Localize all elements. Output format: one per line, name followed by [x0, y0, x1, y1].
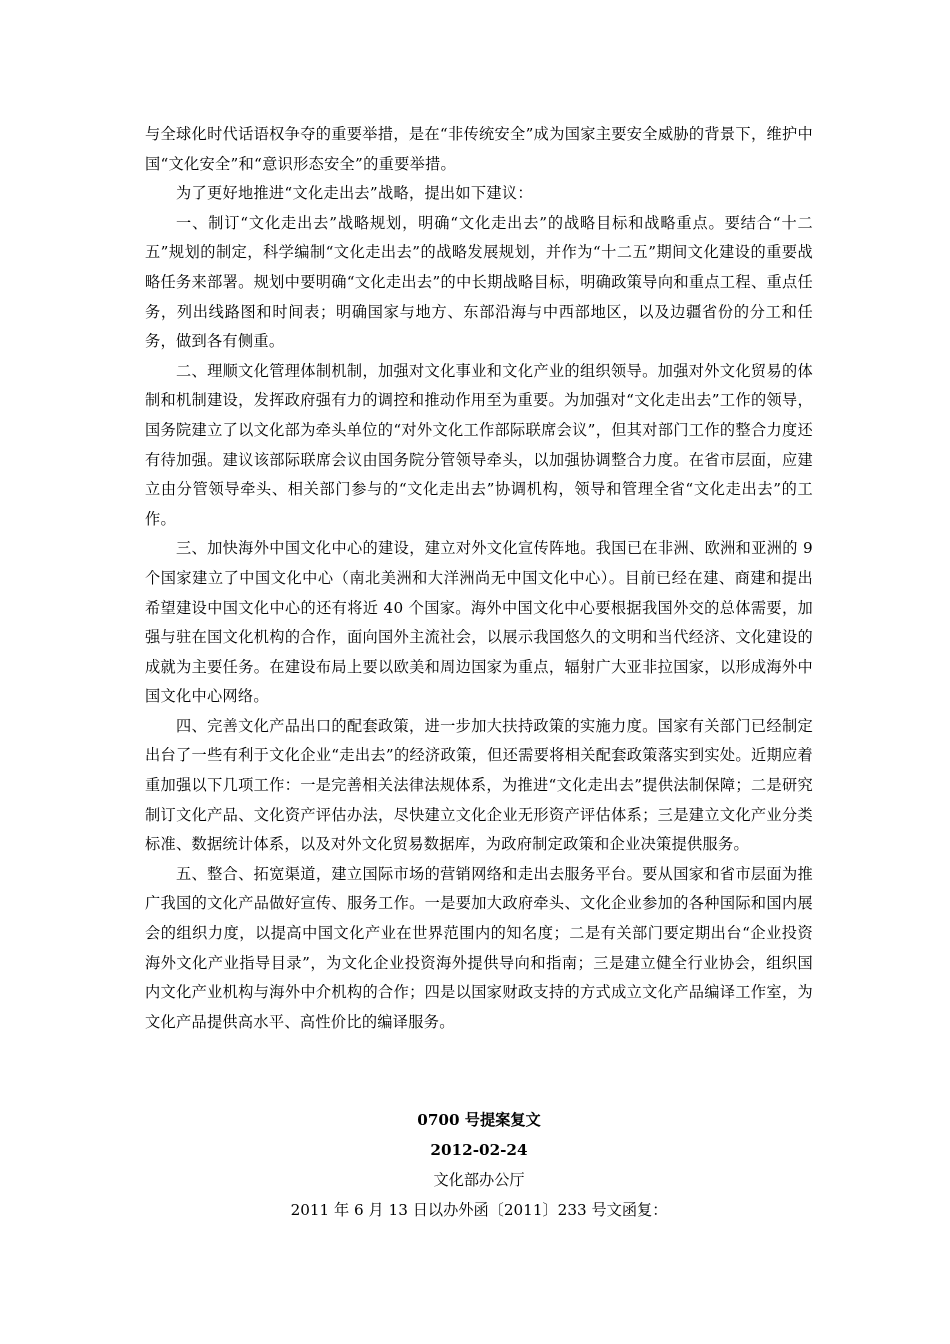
- reply-office: 文化部办公厅: [433, 1171, 525, 1189]
- paragraph-suggestion-3: 三、加快海外中国文化中心的建设，建立对外文化宣传阵地。我国已在非洲、欧洲和亚洲的 9 个国家建立了中国文化中心（南北美洲和大洋洲尚无中国文化中心）。目前已经在建、商建和提出希望建设中国文化中心的还有将近 40 个国家。海外中国文化中心要根据我国外交的总体需要，加强与驻在国文化机构的合作，面向国外主流社会，以展示我国悠久的文明和当代经济、文化建设的成就为主要任务。在建设布局上要以欧美和周边国家为重点，辐射广大亚非拉国家，以形成海外中国文化中心网络。: [145, 539, 813, 706]
- reply-date: 2012-02-24: [430, 1141, 528, 1159]
- paragraph-suggestion-2: 二、理顺文化管理体制机制，加强对文化事业和文化产业的组织领导。加强对外文化贸易的体制和机制建设，发挥政府强有力的调控和推动作用至为重要。为加强对“文化走出去”工作的领导，国务院建立了以文化部为牵头单位的“对外文化工作部际联席会议”，但其对部门工作的整合力度还有待加强。建议该部际联席会议由国务院分管领导牵头，以加强协调整合力度。在省市层面，应建立由分管领导牵头、相关部门参与的“文化走出去”协调机构，领导和管理全省“文化走出去”的工作。: [145, 361, 813, 528]
- paragraph-suggestion-1: 一、制订“文化走出去”战略规划，明确“文化走出去”的战略目标和战略重点。要结合“十二五”规划的制定，科学编制“文化走出去”的战略发展规划，并作为“十二五”期间文化建设的重要战略任务来部署。规划中要明确“文化走出去”的中长期战略目标，明确政策导向和重点工程、重点任务，列出线路图和时间表；明确国家与地方、东部沿海与中西部地区，以及边疆省份的分工和任务，做到各有侧重。: [145, 213, 813, 351]
- document-body: [145, 120, 813, 1037]
- paragraph-intro: 与全球化时代话语权争夺的重要举措，是在“非传统安全”成为国家主要安全威胁的背景下，维护中国“文化安全”和“意识形态安全”的重要举措。: [145, 125, 813, 173]
- paragraph-proposal-lead: 为了更好地推进“文化走出去”战略，提出如下建议：: [176, 184, 533, 203]
- reply-title: 0700 号提案复文: [417, 1111, 541, 1129]
- reply-reference: 2011 年 6 月 13 日以办外函〔2011〕233 号文函复：: [290, 1201, 668, 1219]
- paragraph-suggestion-5: 五、整合、拓宽渠道，建立国际市场的营销网络和走出去服务平台。要从国家和省市层面为推广我国的文化产品做好宣传、服务工作。一是要加大政府牵头、文化企业参加的各种国际和国内展会的组织力度，以提高中国文化产业在世界范围内的知名度；二是有关部门要定期出台“企业投资海外文化产业指导目录”，为文化企业投资海外提供导向和指南；三是建立健全行业协会，组织国内文化产业机构与海外中介机构的合作；四是以国家财政支持的方式成立文化产品编译工作室，为文化产品提供高水平、高性价比的编译服务。: [145, 864, 813, 1031]
- paragraph-suggestion-4: 四、完善文化产品出口的配套政策，进一步加大扶持政策的实施力度。国家有关部门已经制定出台了一些有利于文化企业“走出去”的经济政策，但还需要将相关配套政策落实到实处。近期应着重加强以下几项工作：一是完善相关法律法规体系，为推进“文化走出去”提供法制保障；二是研究制订文化产品、文化资产评估办法，尽快建立文化企业无形资产评估体系；三是建立文化产业分类标准、数据统计体系，以及对外文化贸易数据库，为政府制定政策和企业决策提供服务。: [145, 716, 813, 854]
